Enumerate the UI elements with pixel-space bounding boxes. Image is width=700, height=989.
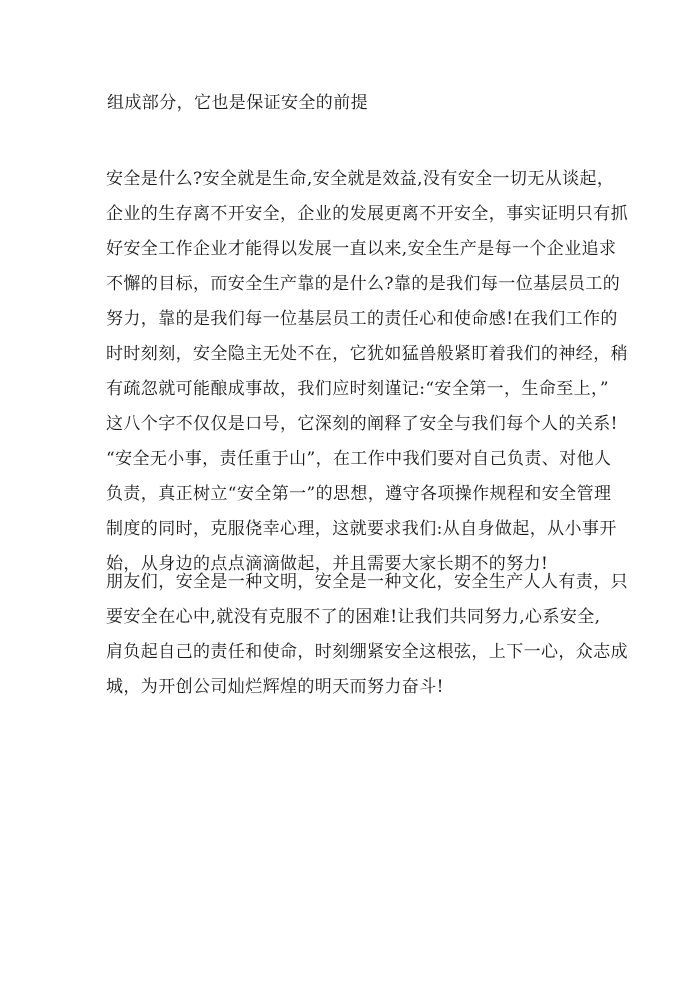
paragraph-line: 好安全工作企业才能得以发展一直以来,安全生产是每一个企业追求	[106, 239, 617, 259]
paragraph-line: 有疏忽就可能酿成事故，我们应时刻谨记:“安全第一，生命至上，”	[106, 379, 610, 399]
paragraph-line: “安全无小事，责任重于山”，在工作中我们要对自己负责、对他人	[106, 449, 612, 469]
paragraph-line: 不懈的目标，而安全生产靠的是什么?靠的是我们每一位基层员工的	[106, 274, 621, 294]
paragraph-line: 时时刻刻，安全隐主无处不在，它犹如猛兽般紧盯着我们的神经，稍	[106, 344, 628, 364]
paragraph-line: 这八个字不仅仅是口号，它深刻的阐释了安全与我们每个人的关系!	[106, 414, 618, 434]
paragraph-line: 负责，真正树立“安全第一”的思想，遵守各项操作规程和安全管理	[106, 484, 612, 504]
paragraph-line: 安全是什么?安全就是生命,安全就是效益,没有安全一切无从谈起，	[106, 169, 615, 189]
paragraph-line: 肩负起自己的责任和使命，时刻绷紧安全这根弦，上下一心，众志成	[106, 642, 628, 662]
paragraph-line-heading-fragment: 组成部分，它也是保证安全的前提	[107, 93, 368, 113]
paragraph-line: 企业的生存离不开安全，企业的发展更离不开安全，事实证明只有抓	[106, 204, 628, 224]
paragraph-line: 要安全在心中,就没有克服不了的困难!让我们共同努力,心系安全,	[106, 607, 601, 627]
paragraph-line: 朋友们，安全是一种文明，安全是一种文化，安全生产人人有责，只	[106, 572, 628, 592]
paragraph-line: 制度的同时，克服侥幸心理，这就要求我们:从自身做起，从小事开	[106, 519, 617, 539]
paragraph-line: 城，为开创公司灿烂辉煌的明天而努力奋斗!	[106, 677, 444, 697]
paragraph-line: 始，从身边的点点滴滴做起，并且需要大家长期不的努力!	[106, 554, 549, 574]
paragraph-line: 努力，靠的是我们每一位基层员工的责任心和使命感!在我们工作的	[106, 309, 618, 329]
